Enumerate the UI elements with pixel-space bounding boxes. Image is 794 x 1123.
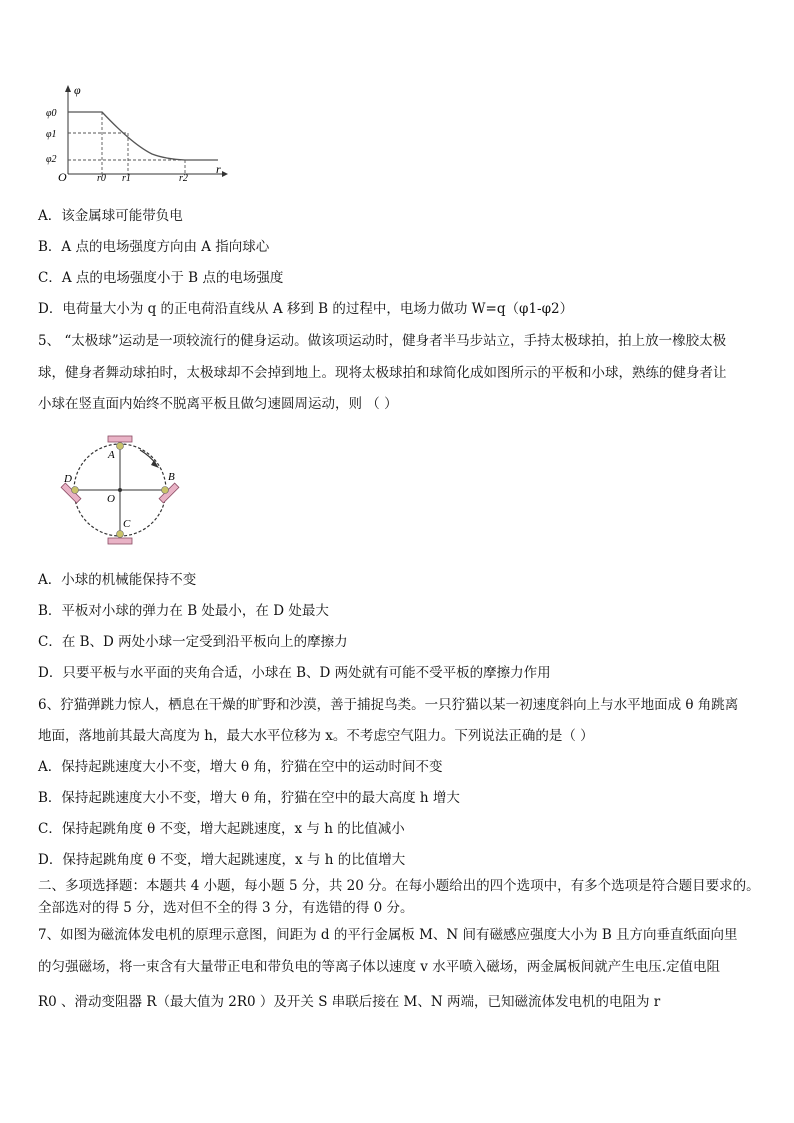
taiji-ball-diagram bbox=[56, 432, 186, 550]
label-c: C bbox=[123, 518, 131, 530]
q5-stem-line3: 小球在竖直面内始终不脱离平板且做匀速圆周运动，则 （ ） bbox=[38, 396, 398, 412]
q7-stem-line1: 7、如图为磁流体发电机的原理示意图，间距为 d 的平行金属板 M、N 间有磁感应强度大小为 B 且方向垂直纸面向里 bbox=[38, 927, 738, 943]
q5-option-b: B．平板对小球的弹力在 B 处最小，在 D 处最大 bbox=[38, 603, 329, 619]
axis-y-label: φ bbox=[74, 83, 81, 97]
label-b: B bbox=[168, 471, 175, 483]
tick-r2: r2 bbox=[179, 173, 188, 182]
label-a: A bbox=[108, 449, 115, 461]
q5-stem-line1: 5、 “太极球”运动是一项较流行的健身运动。做该项运动时，健身者半马步站立，手持太极球拍，拍上放一橡胶太极 bbox=[38, 333, 727, 349]
tick-r0: r0 bbox=[97, 173, 106, 182]
q4-option-d: D．电荷量大小为 q 的正电荷沿直线从 A 移到 B 的过程中，电场力做功 W=q（φ1-φ2） bbox=[38, 301, 574, 317]
label-o: O bbox=[107, 493, 115, 505]
potential-graph bbox=[40, 82, 230, 182]
q7-stem-line3: R0 、滑动变阻器 R（最大值为 2R0 ）及开关 S 串联后接在 M、N 两端，已知磁流体发电机的电阻为 r bbox=[38, 994, 661, 1010]
q7-stem-line2: 的匀强磁场，将一束含有大量带正电和带负电的等离子体以速度 v 水平喷入磁场，两金属板间就产生电压.定值电阻 bbox=[38, 959, 720, 975]
tick-phi2: φ2 bbox=[46, 154, 57, 165]
q5-option-d: D．只要平板与水平面的夹角合适，小球在 B、D 两处就有可能不受平板的摩擦力作用 bbox=[38, 665, 551, 681]
tick-phi0: φ0 bbox=[46, 108, 57, 119]
q6-option-a: A．保持起跳速度大小不变，增大 θ 角，狞猫在空中的运动时间不变 bbox=[38, 759, 443, 775]
tick-phi1: φ1 bbox=[46, 129, 57, 140]
q4-option-b: B．A 点的电场强度方向由 A 指向球心 bbox=[38, 239, 270, 255]
q6-option-d: D．保持起跳角度 θ 不变，增大起跳速度，x 与 h 的比值增大 bbox=[38, 852, 406, 868]
q6-stem-line1: 6、狞猫弹跳力惊人，栖息在干燥的旷野和沙漠，善于捕捉鸟类。一只狞猫以某一初速度斜向上与水平地面成 θ 角跳离 bbox=[38, 697, 739, 713]
q6-option-b: B．保持起跳速度大小不变，增大 θ 角，狞猫在空中的最大高度 h 增大 bbox=[38, 790, 460, 806]
q4-option-a: A．该金属球可能带负电 bbox=[38, 208, 183, 224]
section2-heading-line1: 二、多项选择题：本题共 4 小题，每小题 5 分，共 20 分。在每小题给出的四个选项中，有多个选项是符合题目要求的。 bbox=[38, 878, 760, 894]
tick-r1: r1 bbox=[122, 173, 131, 182]
q5-option-a: A．小球的机械能保持不变 bbox=[38, 572, 197, 588]
origin-label: O bbox=[58, 170, 67, 182]
q6-option-c: C．保持起跳角度 θ 不变，增大起跳速度，x 与 h 的比值减小 bbox=[38, 821, 405, 837]
q6-stem-line2: 地面，落地前其最大高度为 h，最大水平位移为 x。不考虑空气阻力。下列说法正确的是（ ） bbox=[38, 728, 594, 744]
q5-stem-line2: 球，健身者舞动球拍时，太极球却不会掉到地上。现将太极球拍和球简化成如图所示的平板和小球，熟练的健身者让 bbox=[38, 365, 727, 381]
label-d: D bbox=[64, 473, 72, 485]
q5-option-c: C．在 B、D 两处小球一定受到沿平板向上的摩擦力 bbox=[38, 634, 348, 650]
q4-option-c: C．A 点的电场强度小于 B 点的电场强度 bbox=[38, 270, 284, 286]
section2-heading-line2: 全部选对的得 5 分，选对但不全的得 3 分，有选错的得 0 分。 bbox=[38, 900, 414, 916]
axis-x-label: r bbox=[216, 162, 221, 176]
